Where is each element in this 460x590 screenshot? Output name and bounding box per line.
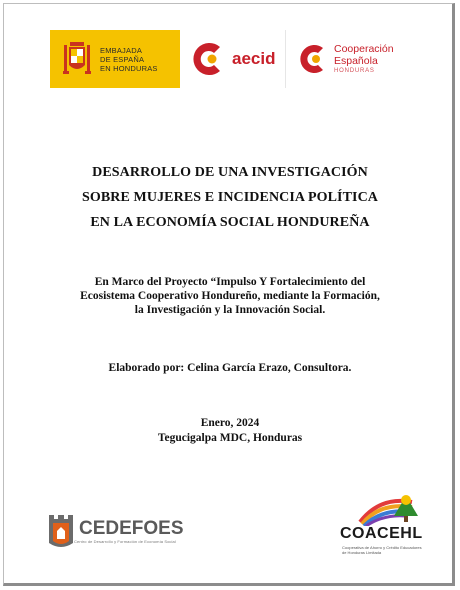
coacehl-name: COACEHL: [340, 525, 423, 542]
cedefoes-name: CEDEFOES: [79, 517, 184, 539]
aecid-label: aecid: [232, 49, 276, 68]
rainbow-tree-icon: [340, 492, 430, 526]
embajada-text: EMBAJADA DE ESPAÑA EN HONDURAS: [100, 45, 158, 73]
spain-coat-of-arms-icon: [62, 39, 92, 79]
document-title: DESARROLLO DE UNA INVESTIGACIÓN SOBRE MUJERES E INCIDENCIA POLÍTICA EN LA ECONOMÍA SOCIAL HONDUREÑA: [81, 165, 378, 230]
cooperacion-espanola-logo: [286, 30, 416, 88]
aecid-c-icon: [190, 39, 226, 79]
document-subtitle: En Marco del Proyecto “Impulso Y Fortalecimiento del Ecosistema Cooperativo Hondureño, mediante la Formación, la Investigación y la Innovación Social.: [80, 276, 380, 316]
author-line: Elaborado por: Celina García Erazo, Consultora.: [108, 362, 352, 374]
cedefoes-subtitle: Centro de Desarrollo y Formación de Economía Social: [74, 538, 176, 544]
espanola-label: Española: [334, 55, 378, 67]
aecid-logo: [180, 30, 286, 88]
coacehl-subtitle: Cooperativa de Ahorro y Crédito Educadores de Honduras Limitada: [342, 545, 422, 555]
embajada-logo: [50, 30, 180, 88]
honduras-label: HONDURAS: [334, 68, 375, 74]
header-logos: [50, 30, 416, 88]
cooperacion-label: Cooperación: [334, 43, 394, 55]
cedefoes-logo: [48, 507, 184, 555]
coacehl-logo: [340, 492, 430, 560]
cooperacion-c-icon: [296, 41, 328, 77]
date-location: Enero, 2024 Tegucigalpa MDC, Honduras: [157, 417, 303, 444]
castle-tower-icon: [48, 511, 74, 551]
